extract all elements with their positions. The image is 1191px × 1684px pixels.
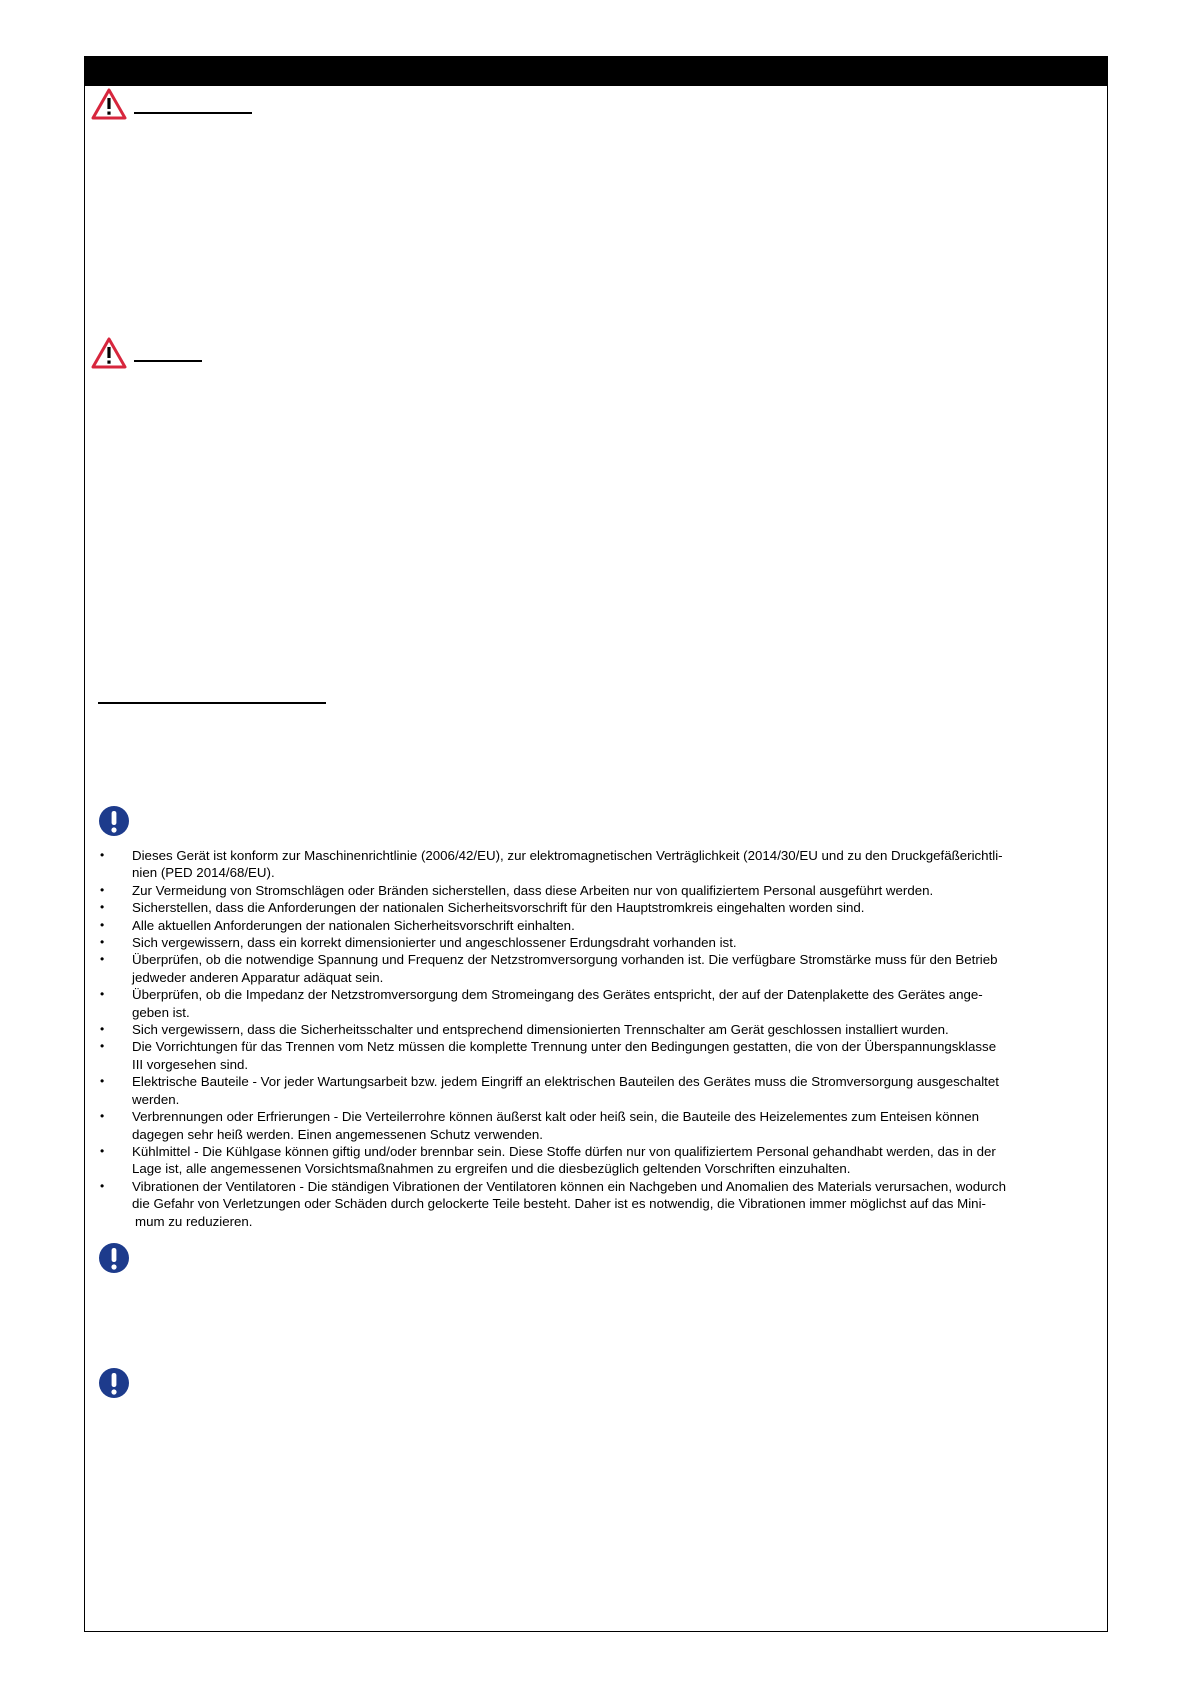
warning-heading-underline xyxy=(134,360,202,362)
list-item: • Vibrationen der Ventilatoren - Die ständigen Vibrationen der Ventilatoren können ein Nachgeben und Anomalien des Materials verursachen, wodurch die Gefahr von Verletzungen oder Schäden durch gelockerte Teile besteht. Daher ist es notwendig, die Vibrationen immer möglichst auf das Mini- mum zu reduzieren. xyxy=(100,1178,1090,1230)
exclamation-circle-icon xyxy=(98,805,130,837)
safety-notes-list xyxy=(100,847,1090,1230)
list-item: • Überprüfen, ob die notwendige Spannung und Frequenz der Netzstromversorgung vorhanden ist. Die verfügbare Stromstärke muss für den Betrieb jedweder anderen Apparatur adäquat sein. xyxy=(100,951,1090,986)
list-item: • Dieses Gerät ist konform zur Maschinenrichtlinie (2006/42/EU), zur elektromagnetischen Verträglichkeit (2014/30/EU und zu den Druckgefäßerichtli- nien (PED 2014/68/EU). xyxy=(100,847,1090,882)
exclamation-circle-icon xyxy=(98,1242,130,1274)
list-item: • Verbrennungen oder Erfrierungen - Die Verteilerrohre können äußerst kalt oder heiß sein, die Bauteile des Heizelementes zum Enteisen können dagegen sehr heiß werden. Einen angemessenen Schutz verwenden. xyxy=(100,1108,1090,1143)
page-frame xyxy=(84,56,1108,1632)
list-item: • Sicherstellen, dass die Anforderungen der nationalen Sicherheitsvorschrift für den Hauptstromkreis eingehalten worden sind. xyxy=(100,899,1090,916)
header-bar xyxy=(84,56,1108,86)
list-item: • Überprüfen, ob die Impedanz der Netzstromversorgung dem Stromeingang des Gerätes entspricht, der auf der Datenplakette des Gerätes ange- geben ist. xyxy=(100,986,1090,1021)
section-heading-underline xyxy=(98,702,326,704)
warning-heading-underline xyxy=(134,112,252,114)
list-item: • Sich vergewissern, dass die Sicherheitsschalter und entsprechend dimensionierten Trennschalter am Gerät geschlossen installiert wurden. xyxy=(100,1021,1090,1038)
exclamation-circle-icon xyxy=(98,1367,130,1399)
list-item: • Zur Vermeidung von Stromschlägen oder Bränden sicherstellen, dass diese Arbeiten nur von qualifiziertem Personal ausgeführt werden. xyxy=(100,882,1090,899)
list-item: • Kühlmittel - Die Kühlgase können giftig und/oder brennbar sein. Diese Stoffe dürfen nur von qualifiziertem Personal gehandhabt werden, das in der Lage ist, alle angemessenen Vorsichtsmaßnahmen zu ergreifen und die diesbezüglich geltenden Vorschriften einzuhalten. xyxy=(100,1143,1090,1178)
list-item: • Elektrische Bauteile - Vor jeder Wartungsarbeit bzw. jedem Eingriff an elektrischen Bauteilen des Gerätes muss die Stromversorgung ausgeschaltet werden. xyxy=(100,1073,1090,1108)
list-item: • Die Vorrichtungen für das Trennen vom Netz müssen die komplette Trennung unter den Bedingungen gestatten, die von der Überspannungsklasse III vorgesehen sind. xyxy=(100,1038,1090,1073)
list-item: • Sich vergewissern, dass ein korrekt dimensionierter und angeschlossener Erdungsdraht vorhanden ist. xyxy=(100,934,1090,951)
warning-triangle-icon xyxy=(91,337,127,369)
list-item: • Alle aktuellen Anforderungen der nationalen Sicherheitsvorschrift einhalten. xyxy=(100,917,1090,934)
warning-triangle-icon xyxy=(91,88,127,120)
